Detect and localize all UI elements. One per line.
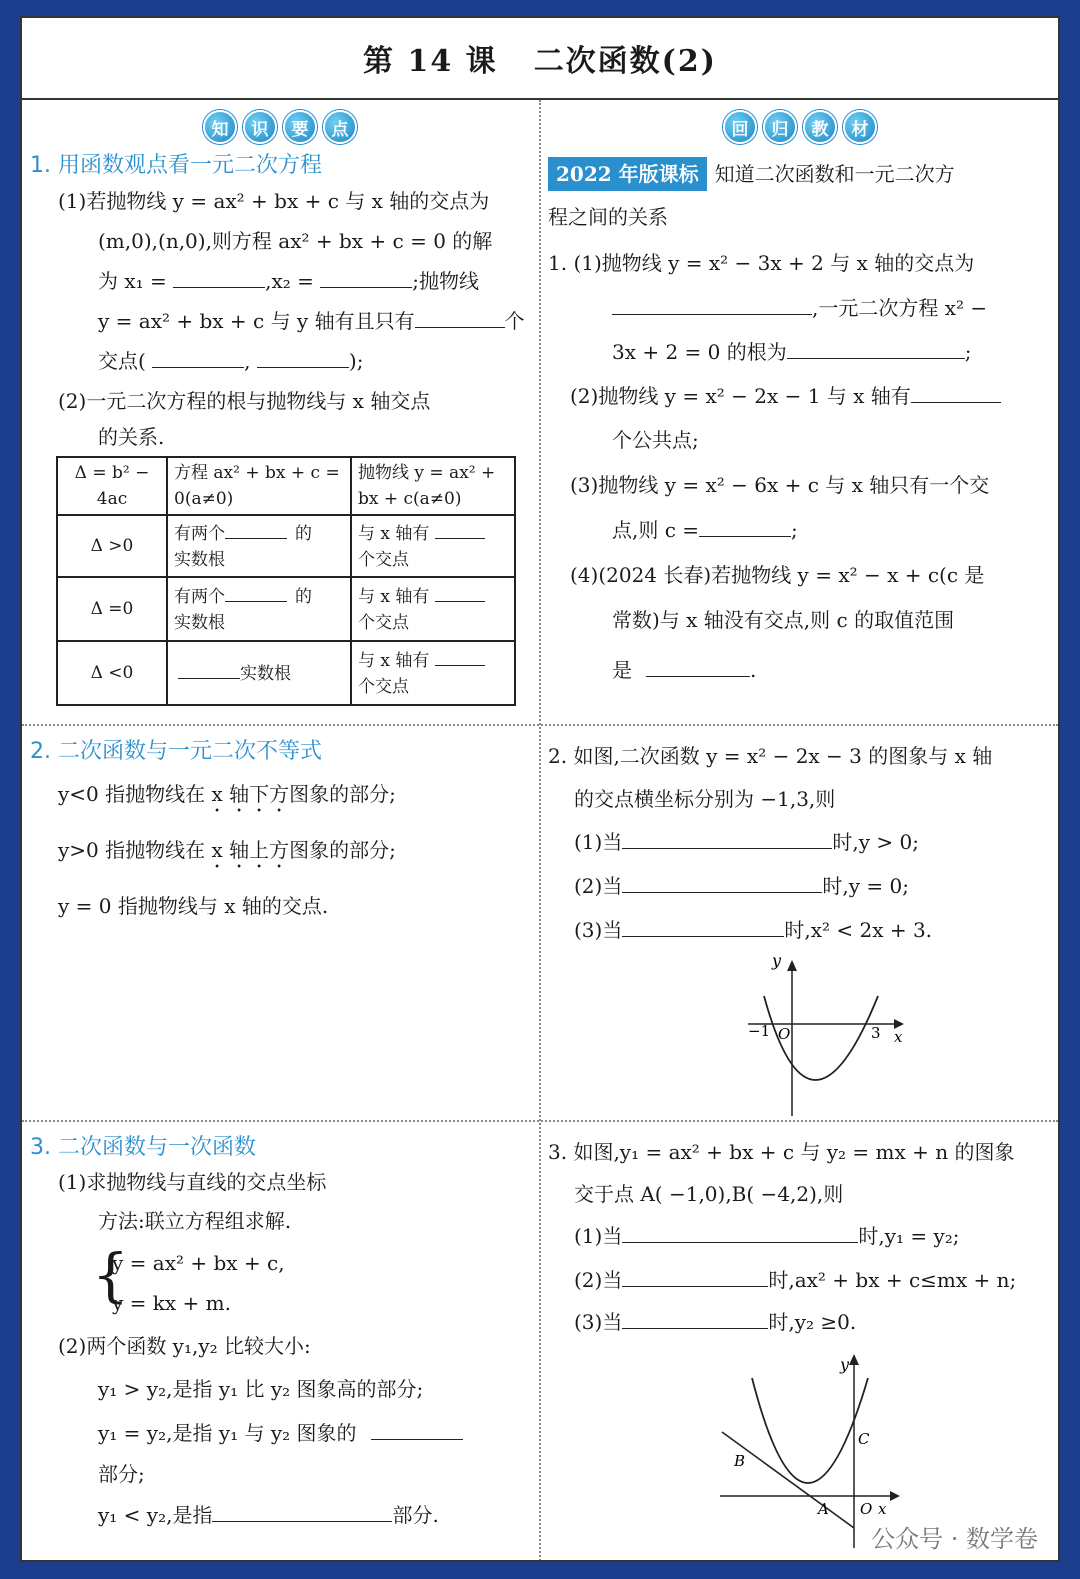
section-heading: 2. 二次函数与一元二次不等式	[30, 739, 322, 764]
answer-blank[interactable]	[225, 583, 287, 602]
answer-blank[interactable]	[435, 647, 485, 666]
textbook-review-3	[542, 1124, 1058, 1562]
text-line: (1)若抛物线 y = ax² + bx + c 与 x 轴的交点为	[58, 189, 490, 213]
column-divider	[539, 100, 541, 1562]
text-line: 常数)与 x 轴没有交点,则 c 的取值范围	[612, 608, 955, 632]
lesson-topic: 二次函数(2)	[533, 44, 717, 79]
text-line: (1)求抛物线与直线的交点坐标	[58, 1170, 327, 1194]
section-heading: 1. 用函数观点看一元二次方程	[30, 153, 322, 178]
answer-blank[interactable]	[622, 868, 822, 893]
text-line: (2)当 时,ax² + bx + c≤mx + n;	[548, 1258, 1058, 1302]
text-line: 为 x₁ = ,x₂ = ;抛物线	[22, 261, 538, 301]
brace-icon: {	[92, 1241, 129, 1309]
equation: y = ax² + bx + c,	[112, 1251, 285, 1275]
answer-blank[interactable]	[622, 824, 832, 849]
text-line: 程之间的关系	[548, 205, 668, 229]
text-line: 3. 如图,y₁ = ax² + bx + c 与 y₂ = mx + n 的图象	[548, 1140, 1015, 1164]
badge-char: 回	[723, 110, 757, 144]
text-line: 个公共点;	[612, 428, 699, 452]
text-line: y₁ < y₂,是指 部分.	[22, 1493, 538, 1537]
text-line: 1. (1)抛物线 y = x² − 3x + 2 与 x 轴的交点为	[548, 251, 975, 275]
answer-blank[interactable]	[415, 303, 505, 328]
text-line: 方法:联立方程组求解.	[98, 1209, 292, 1233]
root-label-left: −1	[748, 1022, 771, 1040]
answer-blank[interactable]	[212, 1497, 392, 1522]
point-b-label: B	[734, 1452, 746, 1470]
point-c-label: C	[858, 1430, 870, 1448]
y-axis-label: y	[840, 1355, 850, 1374]
watermark: 公众号 · 数学卷	[871, 1525, 1038, 1553]
x-axis-label: x	[878, 1500, 887, 1518]
badge-char: 教	[803, 110, 837, 144]
textbook-review-badges	[542, 110, 1058, 144]
lesson-number: 第 14 课	[363, 44, 498, 79]
text-line: (m,0),(n,0),则方程 ax² + bx + c = 0 的解	[98, 229, 493, 253]
answer-blank[interactable]	[152, 343, 244, 368]
curriculum-badge: 2022 年版课标	[548, 157, 707, 191]
root-label-right: 3	[871, 1024, 881, 1042]
badge-char: 知	[203, 110, 237, 144]
text-line: 是 .	[548, 642, 1058, 698]
text-line: (4)(2024 长春)若抛物线 y = x² − x + c(c 是	[570, 563, 985, 587]
answer-blank[interactable]	[371, 1415, 463, 1440]
text-line: y = 0 指抛物线与 x 轴的交点.	[58, 894, 329, 918]
y-axis-label: y	[772, 954, 782, 970]
table-header: 方程 ax² + bx + c = 0(a≠0)	[167, 457, 351, 515]
knowledge-section-3	[22, 1124, 538, 1562]
answer-blank[interactable]	[320, 263, 412, 288]
text-line: 点,则 c = ;	[548, 508, 1058, 552]
worksheet	[20, 16, 1060, 1562]
answer-blank[interactable]	[612, 290, 812, 315]
text-line: y<0 指抛物线在 x 轴下方图象的部分;	[58, 782, 396, 806]
point-a-label: A	[818, 1500, 829, 1518]
text-line: (1)当 时,y > 0;	[548, 820, 1058, 864]
section-heading: 3. 二次函数与一次函数	[30, 1135, 256, 1160]
answer-blank[interactable]	[622, 1218, 858, 1243]
x-axis-label: x	[894, 1028, 903, 1046]
answer-blank[interactable]	[787, 334, 965, 359]
text-line: (3)抛物线 y = x² − 6x + c 与 x 轴只有一个交	[570, 473, 990, 497]
answer-blank[interactable]	[225, 520, 287, 539]
answer-blank[interactable]	[178, 660, 240, 679]
row-divider-1	[22, 724, 1058, 726]
text-line: 的交点横坐标分别为 −1,3,则	[574, 787, 836, 811]
text-line: 2. 如图,二次函数 y = x² − 2x − 3 的图象与 x 轴	[548, 744, 993, 768]
answer-blank[interactable]	[699, 512, 791, 537]
text-line: (2)抛物线 y = x² − 2x − 1 与 x 轴有	[548, 374, 1058, 418]
table-row: Δ =0 有两个 的 实数根 与 x 轴有 个交点	[57, 577, 515, 641]
badge-char: 材	[843, 110, 877, 144]
text-line: 交于点 A( −1,0),B( −4,2),则	[574, 1182, 844, 1206]
answer-blank[interactable]	[435, 520, 485, 539]
answer-blank[interactable]	[911, 378, 1001, 403]
text-line: 的关系.	[98, 425, 165, 449]
text-line: y>0 指抛物线在 x 轴上方图象的部分;	[58, 838, 396, 862]
table-header: Δ = b² − 4ac	[57, 457, 167, 515]
answer-blank[interactable]	[622, 1304, 768, 1329]
text-line: y₁ > y₂,是指 y₁ 比 y₂ 图象高的部分;	[98, 1377, 424, 1401]
answer-blank[interactable]	[257, 343, 349, 368]
text-line: (2)当 时,y = 0;	[548, 864, 1058, 908]
y-axis-arrow-icon	[787, 960, 797, 971]
y-axis-arrow-icon	[849, 1354, 859, 1365]
knowledge-points-badges	[22, 110, 538, 144]
table-row: Δ <0 实数根 与 x 轴有 个交点	[57, 641, 515, 705]
text-line: (2)一元二次方程的根与抛物线与 x 轴交点	[58, 389, 431, 413]
badge-char: 点	[323, 110, 357, 144]
origin-label: O	[860, 1500, 873, 1518]
text-line: y = ax² + bx + c 与 y 轴有且只有 个	[22, 301, 538, 341]
answer-blank[interactable]	[173, 263, 265, 288]
origin-label: O	[778, 1025, 791, 1043]
textbook-review-1	[542, 100, 1058, 722]
text-line: (3)当 时,x² < 2x + 3.	[548, 908, 1058, 952]
text-line: (1)当 时,y₁ = y₂;	[548, 1214, 1058, 1258]
equation-system	[22, 1243, 538, 1325]
textbook-review-2	[542, 728, 1058, 1118]
knowledge-section-1	[22, 100, 538, 722]
table-header: 抛物线 y = ax² + bx + c(a≠0)	[351, 457, 515, 515]
page-title	[22, 18, 1058, 100]
text-line: 3x + 2 = 0 的根为 ;	[548, 330, 1058, 374]
text-line: (2)两个函数 y₁,y₂ 比较大小:	[58, 1334, 311, 1358]
answer-blank[interactable]	[435, 583, 485, 602]
text-line: y₁ = y₂,是指 y₁ 与 y₂ 图象的	[22, 1411, 538, 1455]
curriculum-standard: 2022 年版课标 知道二次函数和一元二次方	[548, 154, 1058, 194]
answer-blank[interactable]	[622, 1262, 768, 1287]
text-line: 部分;	[98, 1462, 145, 1486]
parabola-graph-1	[738, 954, 918, 1118]
knowledge-section-2	[22, 728, 538, 1118]
discriminant-table	[56, 456, 516, 706]
straight-line	[722, 1432, 854, 1528]
row-divider-2	[22, 1120, 1058, 1122]
badge-char: 识	[243, 110, 277, 144]
equation: y = kx + m.	[112, 1291, 231, 1315]
badge-char: 要	[283, 110, 317, 144]
text-line: (3)当 时,y₂ ≥0.	[548, 1302, 1058, 1342]
answer-blank[interactable]	[622, 912, 784, 937]
table-row: Δ >0 有两个 的 实数根 与 x 轴有 个交点	[57, 515, 515, 577]
answer-blank[interactable]	[646, 652, 750, 677]
x-axis-arrow-icon	[890, 1491, 900, 1501]
text-line: 交点( , );	[22, 341, 538, 381]
badge-char: 归	[763, 110, 797, 144]
text-line: ,一元二次方程 x² −	[548, 286, 1058, 330]
